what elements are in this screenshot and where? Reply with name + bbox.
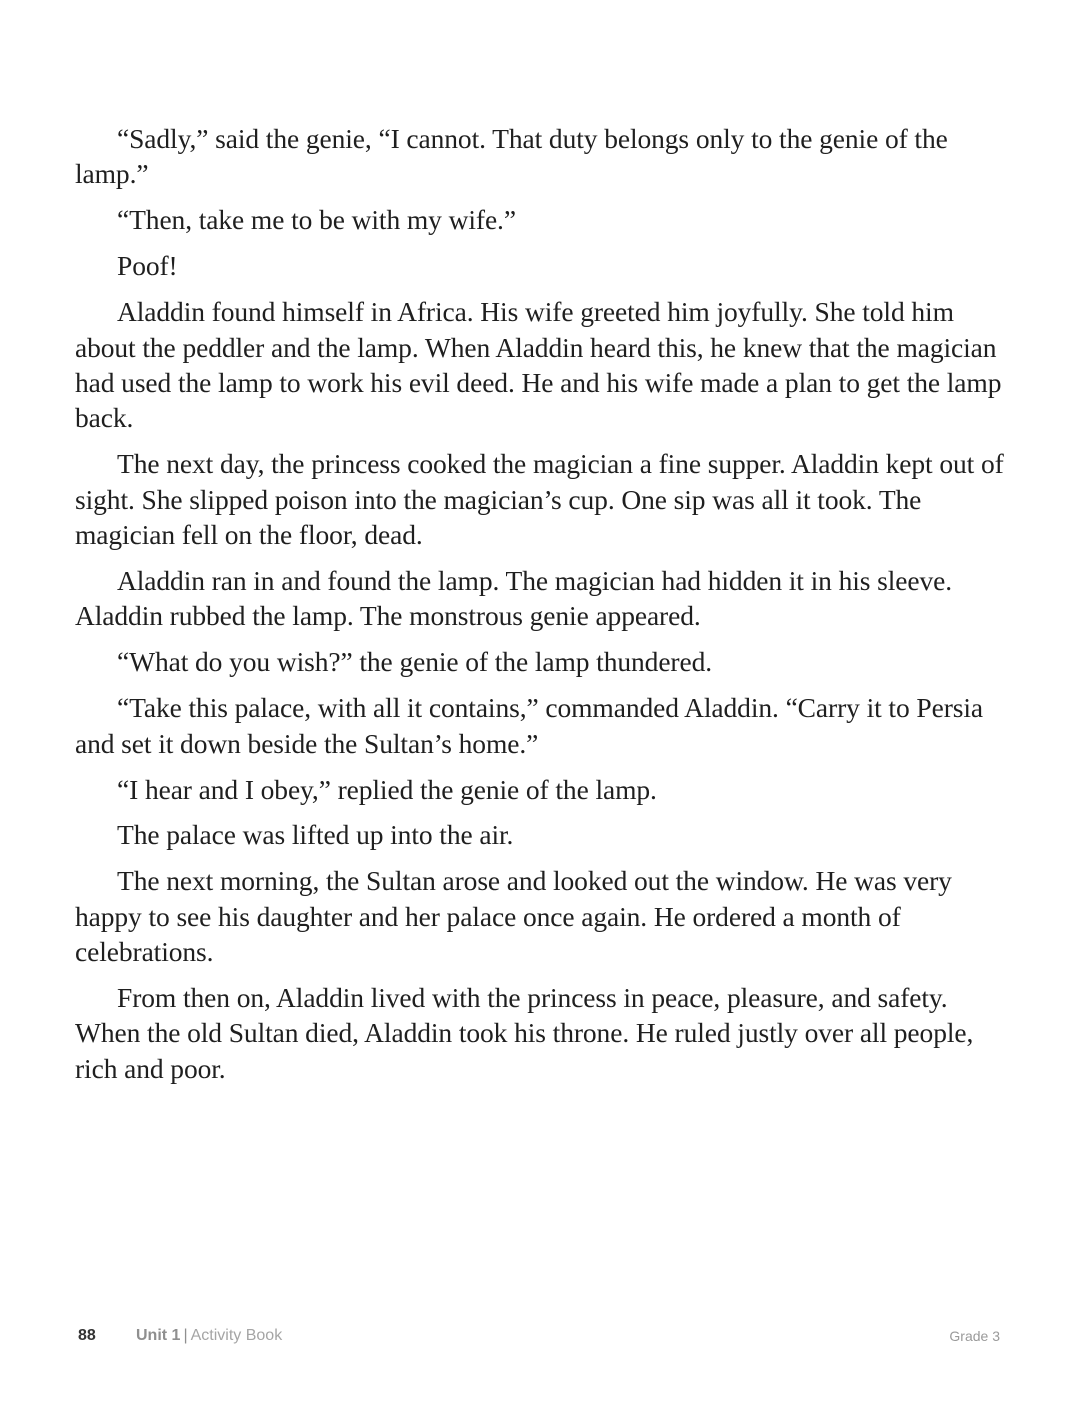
unit-label: Unit 1 [136,1327,181,1344]
story-paragraph-10: The palace was lifted up into the air. [117,819,514,851]
page-footer [75,1324,1000,1348]
unit-reference [136,1324,282,1348]
story-paragraph-8: “Take this palace, with all it contains,” commanded Aladdin. “Carry it to Persia and set it down beside the Sultan’s home.” [75,692,983,759]
page-number: 88 [78,1327,96,1344]
story-paragraph-4: Aladdin found himself in Africa. His wife greeted him joyfully. She told him about the peddler and the lamp. When Aladdin heard this, he knew that the magician had used the lamp to work his evil deed. He and his wife made a plan to get the lamp back. [75,296,1002,434]
story-paragraph-5: The next day, the princess cooked the magician a fine supper. Aladdin kept out of sight. She slipped poison into the magician’s cup. One sip was all it took. The magician fell on the floor, dead. [75,448,1004,551]
grade-label: Grade 3 [949,1328,1000,1344]
story-paragraph-2: “Then, take me to be with my wife.” [117,204,516,236]
story-paragraph-1: “Sadly,” said the genie, “I cannot. That duty belongs only to the genie of the lamp.” [75,123,948,190]
footer-separator: | [183,1327,188,1344]
story-paragraph-12: From then on, Aladdin lived with the princess in peace, pleasure, and safety. When the old Sultan died, Aladdin took his throne. He ruled justly over all people, rich and poor. [75,982,974,1084]
story-paragraph-7: “What do you wish?” the genie of the lamp thundered. [117,646,713,678]
story-paragraph-3: Poof! [117,250,178,282]
story-paragraph-11: The next morning, the Sultan arose and looked out the window. He was very happy to see his daughter and her palace once again. He ordered a month of celebrations. [75,865,952,968]
book-label: Activity Book [190,1327,283,1344]
story-paragraph-6: Aladdin ran in and found the lamp. The magician had hidden it in his sleeve. Aladdin rubbed the lamp. The monstrous genie appeared. [75,564,953,632]
story-text [75,121,1010,1097]
story-paragraph-9: “I hear and I obey,” replied the genie of the lamp. [117,773,657,805]
